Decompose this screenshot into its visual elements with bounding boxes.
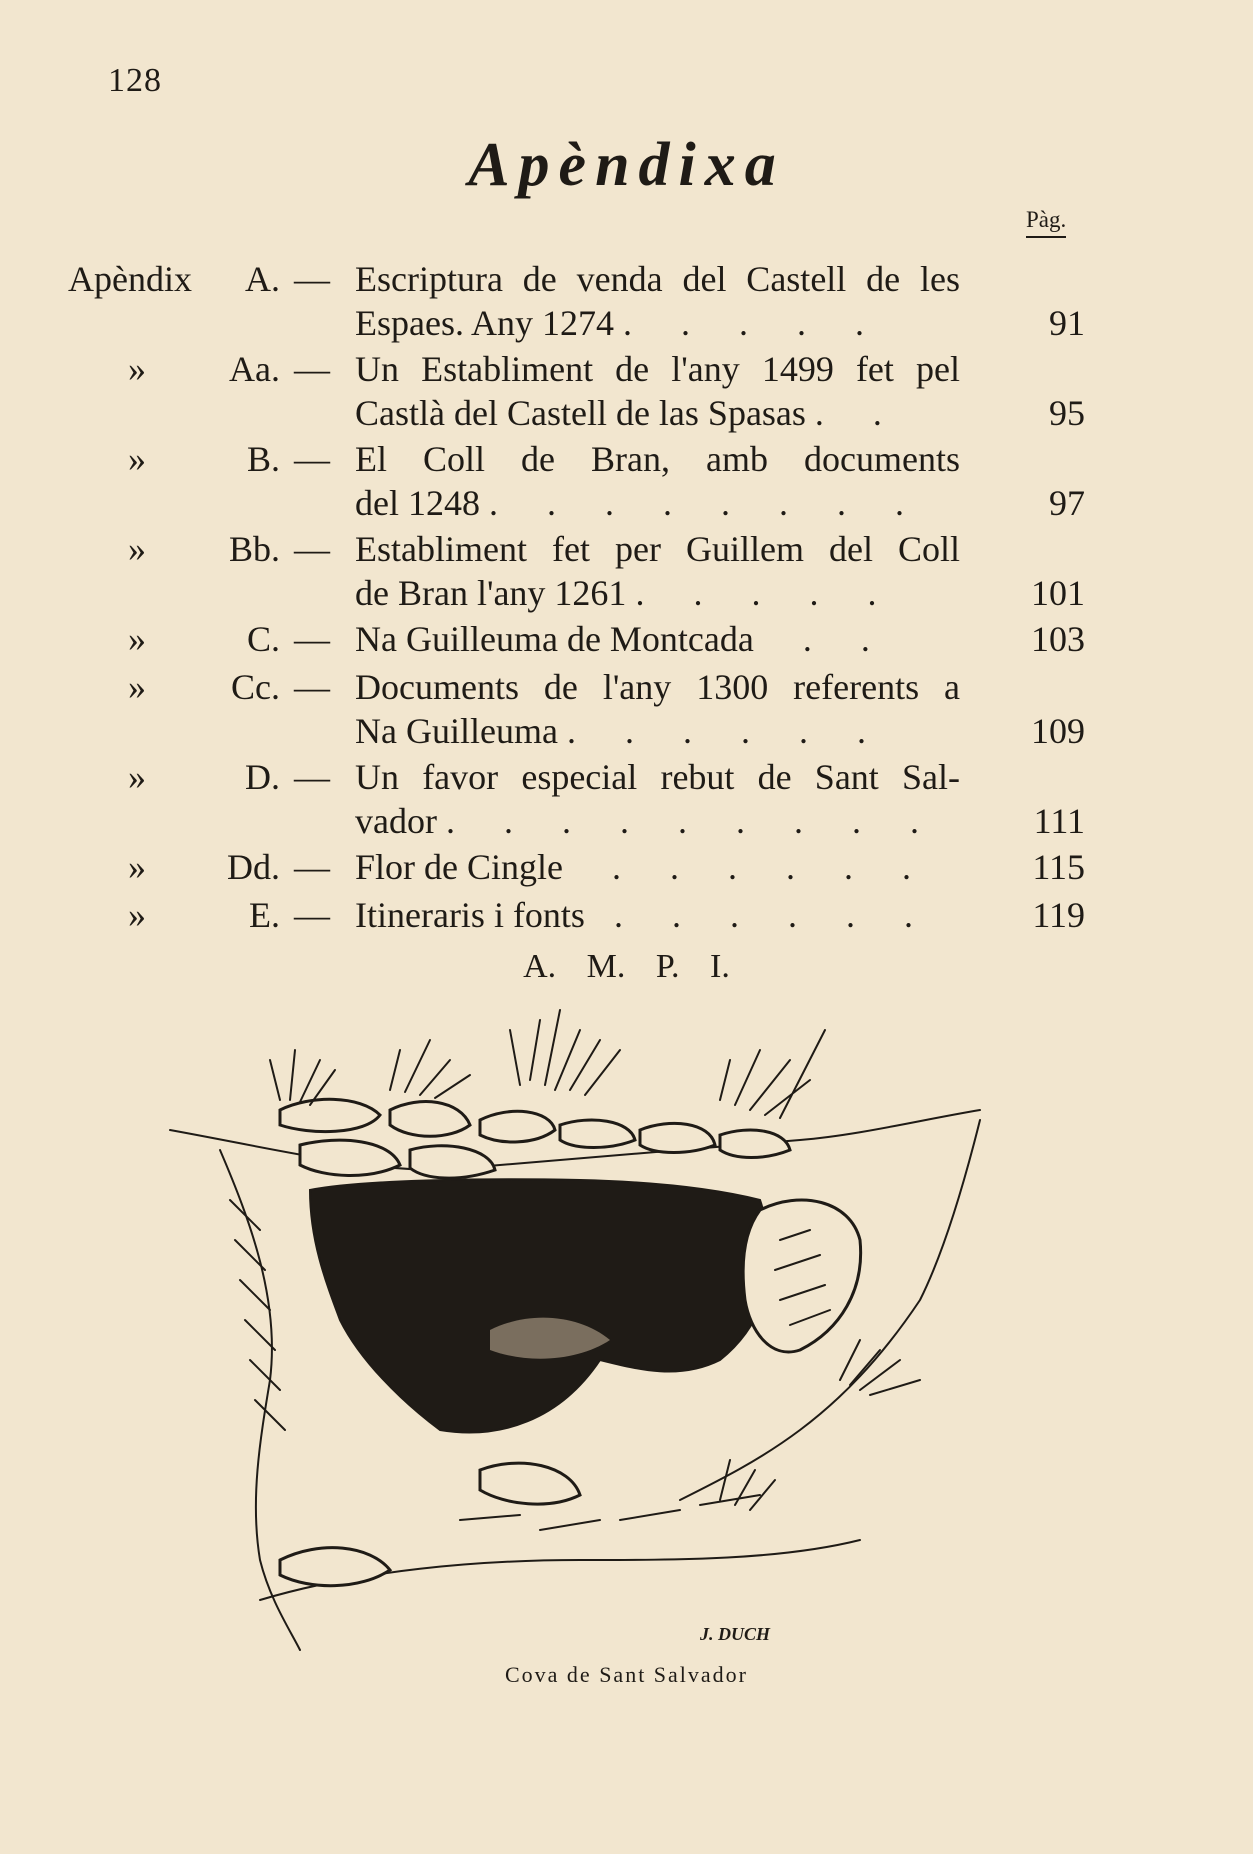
entry-text-continued [355,572,960,614]
entry-text-line1: Flor de Cingle [355,847,563,887]
ditto-mark: » [128,757,146,797]
entry-text-continued [355,392,960,434]
entry-letter: B. [246,439,280,479]
entry-text: Escriptura de venda del Castell de les [355,259,960,299]
entry-text-line2: vador [355,801,437,841]
ditto-mark: » [128,619,146,659]
entry-text: Establiment fet per Guillem del Coll [355,529,960,569]
entry-lead: Apèndix [68,259,192,299]
entry-dash: — [294,619,330,659]
entry-page: 109 [1031,711,1085,751]
leader-dots: . . . . . . [613,895,933,935]
entry-letter: Bb. [228,529,280,569]
entry-page: 101 [1031,573,1085,613]
entry-text: Un favor especial rebut de Sant Sal- [355,757,960,797]
entry-text-continued [355,710,960,752]
leader-dots: . . . . . . . . . [445,801,939,841]
entry-dash: — [294,667,330,707]
entry-dash: — [294,757,330,797]
entry-text [355,618,960,660]
entry-text: Documents de l'any 1300 referents a [355,667,960,707]
ditto-mark: » [128,667,146,707]
leader-dots: . . . . . [635,573,897,613]
cave-illustration [160,1000,1000,1660]
entry-letter: E. [249,895,280,935]
artist-signature: J. DUCH [700,1624,771,1644]
entry-dash: — [294,529,330,569]
entry-page: 91 [1049,303,1085,343]
entry-text-line2: del 1248 [355,483,480,523]
entry-page: 111 [1033,801,1085,841]
entry-text-continued [355,482,960,524]
entry-text-continued [355,800,960,842]
leader-dots: . . [814,393,902,433]
entry-text [355,894,960,936]
page-column-header: Pàg. [1026,207,1066,238]
entry-text: El Coll de Bran, amb documents [355,439,960,479]
entry-text-line1: Itineraris i fonts [355,895,585,935]
leader-dots: . . . . . [622,303,884,343]
leader-dots: . . . . . . . . [488,483,924,523]
entry-letter: Cc. [231,667,280,707]
entry-text-line2: Castlà del Castell de las Spasas [355,393,806,433]
illustration-caption: Cova de Sant Salvador [504,1662,749,1687]
leader-dots: . . . . . . [566,711,886,751]
entry-dash: — [294,439,330,479]
leader-dots: . . [802,619,890,659]
entry-page: 97 [1049,483,1085,523]
entry-text [355,846,960,888]
entry-page: 119 [1032,895,1085,935]
entry-text-continued [355,302,960,344]
entry-letter: D. [245,757,280,797]
entry-text-line2: Na Guilleuma [355,711,558,751]
page-title: Apèndixa [468,131,785,199]
ditto-mark: » [128,529,146,569]
entry-page: 95 [1049,393,1085,433]
entry-page: 115 [1032,847,1085,887]
ditto-mark: » [128,847,146,887]
ditto-mark: » [128,349,146,389]
entry-letter: Dd. [227,847,280,887]
entry-letter: A. [245,259,280,299]
entry-dash: — [294,349,330,389]
entry-dash: — [294,895,330,935]
entry-letter: Aa. [229,349,280,389]
entry-letter: C. [246,619,280,659]
page-number: 128 [108,62,162,99]
author-initials: A. M. P. I. [523,948,730,985]
ditto-mark: » [128,895,146,935]
entry-text-line2: de Bran l'any 1261 [355,573,627,613]
entry-text-line2: Espaes. Any 1274 [355,303,614,343]
entry-dash: — [294,259,330,299]
leader-dots: . . . . . . [611,847,931,887]
ditto-mark: » [128,439,146,479]
entry-page: 103 [1031,619,1085,659]
entry-text-line1: Na Guilleuma de Montcada [355,619,754,659]
entry-dash: — [294,847,330,887]
entry-text: Un Establiment de l'any 1499 fet pel [355,349,960,389]
